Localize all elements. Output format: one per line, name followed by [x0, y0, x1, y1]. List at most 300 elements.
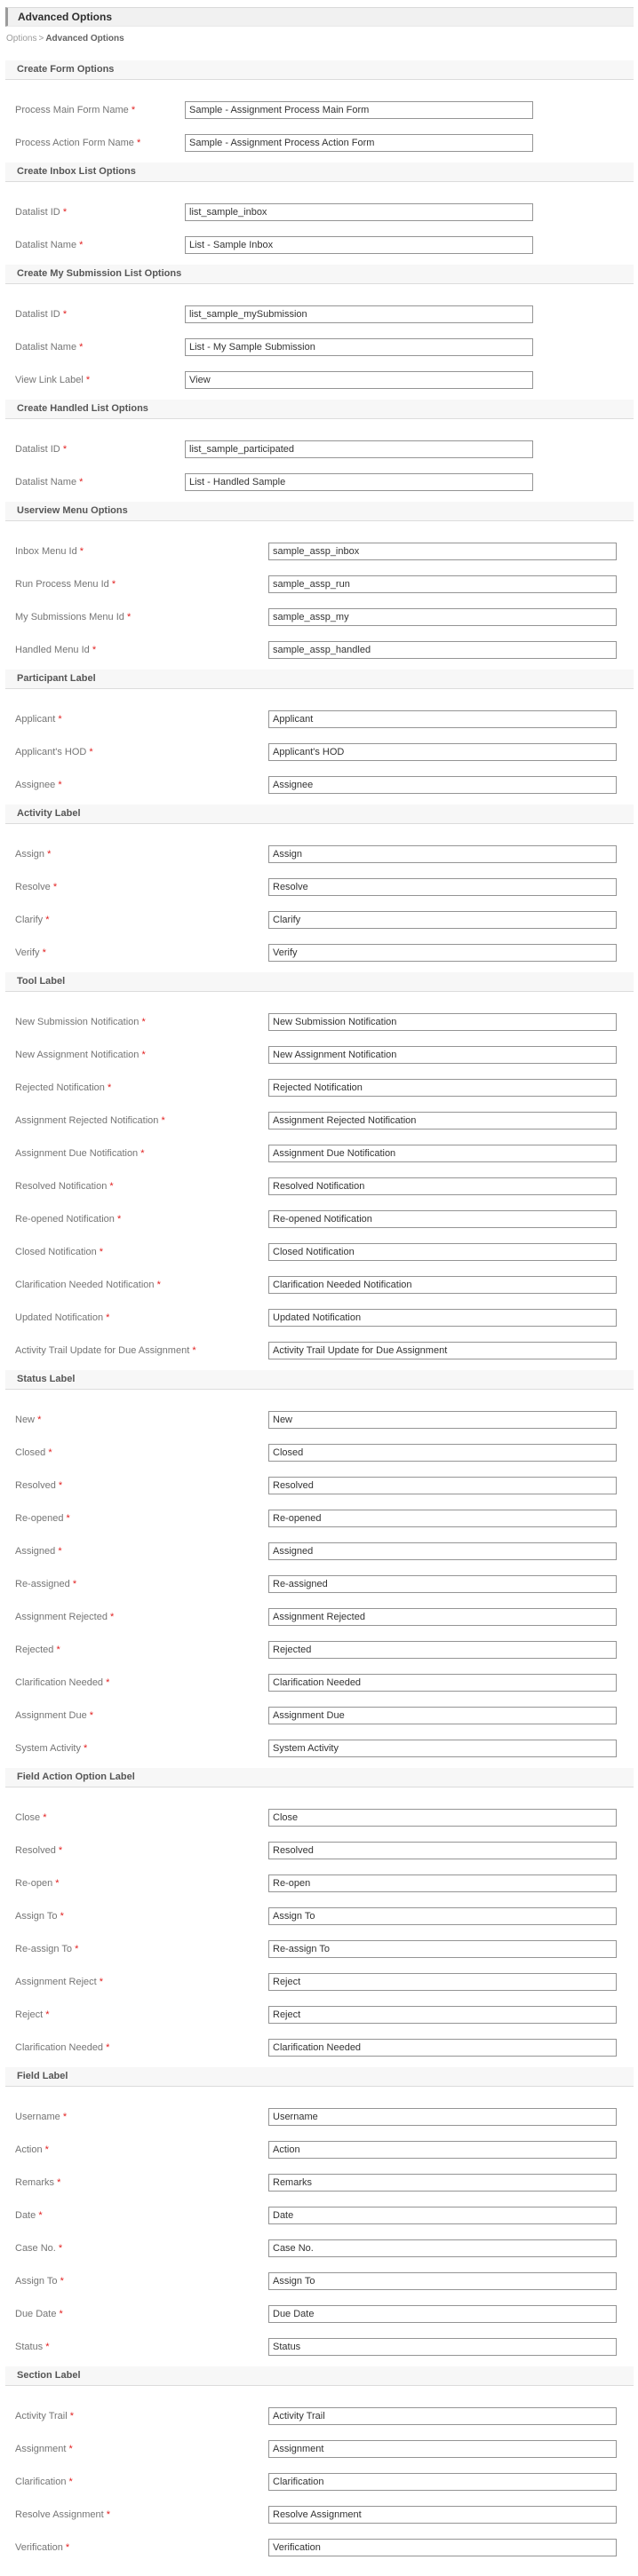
field-row [15, 2174, 634, 2192]
field-row [15, 2338, 634, 2356]
text-input[interactable] [268, 575, 617, 593]
section-title: Field Label [17, 2071, 68, 2081]
text-input[interactable] [268, 1342, 617, 1359]
field-label [15, 2338, 268, 2352]
field-row [15, 1210, 634, 1228]
field-row [15, 2239, 634, 2257]
field-label [15, 2174, 268, 2188]
field-label-text: Verification [15, 2542, 63, 2553]
field-label-text: Resolved [15, 1480, 56, 1491]
field-label [15, 944, 268, 958]
required-asterisk: * [161, 1115, 165, 1126]
text-input[interactable] [185, 305, 533, 323]
field-label [15, 1575, 268, 1589]
text-input[interactable] [268, 2305, 617, 2323]
text-input[interactable] [268, 2207, 617, 2224]
required-asterisk: * [55, 1878, 60, 1889]
required-asterisk: * [60, 1911, 64, 1922]
field-label [15, 2440, 268, 2454]
form-section [5, 400, 634, 502]
field-row [15, 1276, 634, 1294]
field-label-text: Reject [15, 2009, 44, 2020]
text-input[interactable] [268, 2174, 617, 2192]
required-asterisk: * [106, 1677, 110, 1688]
field-label [15, 1608, 268, 1622]
field-label [15, 743, 268, 757]
required-asterisk: * [136, 138, 141, 148]
required-asterisk: * [58, 780, 62, 790]
required-asterisk: * [89, 1710, 94, 1721]
section-body [5, 80, 634, 162]
text-input[interactable] [268, 1641, 617, 1659]
text-input[interactable] [268, 1875, 617, 1892]
text-input[interactable] [268, 1046, 617, 1064]
section-header [5, 1370, 634, 1390]
section-title: Field Action Option Label [17, 1771, 135, 1782]
field-row [15, 1973, 634, 1991]
text-input[interactable] [268, 608, 617, 626]
text-input[interactable] [268, 2039, 617, 2057]
field-label [15, 305, 185, 320]
required-asterisk: * [141, 1017, 146, 1027]
required-asterisk: * [59, 2309, 63, 2319]
text-input[interactable] [268, 1444, 617, 1462]
field-label [15, 878, 268, 892]
text-input[interactable] [185, 101, 533, 119]
section-header [5, 805, 634, 824]
required-asterisk: * [45, 2009, 50, 2020]
text-input[interactable] [268, 1309, 617, 1327]
field-label-text: Process Main Form Name [15, 105, 129, 115]
text-input[interactable] [268, 2338, 617, 2356]
field-label [15, 1477, 268, 1491]
text-input[interactable] [268, 2440, 617, 2458]
field-label-text: Assigned [15, 1546, 56, 1557]
field-label-text: Applicant [15, 714, 56, 725]
field-row [15, 845, 634, 863]
field-label [15, 845, 268, 860]
field-row [15, 776, 634, 794]
field-label [15, 2039, 268, 2053]
field-label [15, 1112, 268, 1126]
field-label [15, 440, 185, 455]
section-body [5, 1787, 634, 2067]
field-label-text: Re-opened Notification [15, 1214, 115, 1225]
field-row [15, 1641, 634, 1659]
required-asterisk: * [68, 2477, 73, 2487]
text-input[interactable] [268, 1608, 617, 1626]
required-asterisk: * [43, 1812, 47, 1823]
field-label [15, 1674, 268, 1688]
field-label [15, 1907, 268, 1922]
field-label [15, 2272, 268, 2287]
required-asterisk: * [62, 309, 68, 320]
field-label [15, 1809, 268, 1823]
field-label-text: Assignee [15, 780, 56, 790]
text-input[interactable] [268, 1145, 617, 1162]
field-label [15, 2473, 268, 2487]
field-row [15, 2108, 634, 2126]
field-label [15, 2239, 268, 2254]
field-row [15, 1046, 634, 1064]
text-input[interactable] [268, 2539, 617, 2556]
field-label [15, 2539, 268, 2553]
text-input[interactable] [185, 338, 533, 356]
field-label-text: System Activity [15, 1743, 81, 1754]
field-label [15, 641, 268, 655]
field-label [15, 1973, 268, 1987]
field-row [15, 543, 634, 560]
form-section [5, 162, 634, 265]
text-input[interactable] [185, 440, 533, 458]
field-row [15, 2207, 634, 2224]
text-input[interactable] [268, 2108, 617, 2126]
field-label-text: Close [15, 1812, 41, 1823]
field-label-text: Activity Trail Update for Due Assignment [15, 1345, 190, 1356]
field-label-text: Resolve [15, 882, 51, 892]
text-input[interactable] [268, 2506, 617, 2524]
field-row [15, 1674, 634, 1692]
field-label-text: Resolve Assignment [15, 2509, 104, 2520]
text-input[interactable] [185, 203, 533, 221]
text-input[interactable] [268, 911, 617, 929]
section-header [5, 60, 634, 80]
required-asterisk: * [72, 1579, 77, 1589]
field-label [15, 1542, 268, 1557]
field-label [15, 134, 185, 148]
text-input[interactable] [185, 236, 533, 254]
text-input[interactable] [268, 710, 617, 728]
required-asterisk: * [126, 612, 132, 622]
field-row [15, 1477, 634, 1494]
text-input[interactable] [268, 2239, 617, 2257]
text-input[interactable] [268, 2407, 617, 2425]
field-label-text: Assign To [15, 2276, 58, 2287]
text-input[interactable] [268, 944, 617, 962]
field-row [15, 134, 634, 152]
field-row [15, 1608, 634, 1626]
field-row [15, 1013, 634, 1031]
section-header [5, 2067, 634, 2087]
required-asterisk: * [42, 947, 46, 958]
field-row [15, 440, 634, 458]
required-asterisk: * [89, 747, 93, 757]
text-input[interactable] [268, 1411, 617, 1429]
text-input[interactable] [268, 1210, 617, 1228]
text-input[interactable] [268, 1177, 617, 1195]
field-label [15, 2207, 268, 2221]
text-input[interactable] [268, 743, 617, 761]
field-label [15, 1940, 268, 1954]
field-row [15, 1575, 634, 1593]
text-input[interactable] [185, 134, 533, 152]
field-row [15, 944, 634, 962]
section-header [5, 265, 634, 284]
field-label-text: Resolved Notification [15, 1181, 108, 1192]
field-label [15, 1510, 268, 1524]
section-body [5, 284, 634, 400]
form-section [5, 2067, 634, 2366]
field-label [15, 1641, 268, 1655]
text-input[interactable] [268, 1973, 617, 1991]
required-asterisk: * [69, 2411, 75, 2421]
required-asterisk: * [62, 2112, 68, 2122]
field-row [15, 203, 634, 221]
text-input[interactable] [268, 1907, 617, 1925]
required-asterisk: * [62, 444, 68, 455]
text-input[interactable] [268, 1243, 617, 1261]
field-label [15, 1740, 268, 1754]
required-asterisk: * [141, 1050, 146, 1060]
field-label-text: Date [15, 2210, 36, 2221]
field-label-text: New [15, 1415, 36, 1425]
text-input[interactable] [268, 1674, 617, 1692]
text-input[interactable] [268, 2141, 617, 2159]
required-asterisk: * [140, 1148, 145, 1159]
field-label-text: New Submission Notification [15, 1017, 140, 1027]
field-label-text: Datalist Name [15, 342, 77, 353]
field-label [15, 1145, 268, 1159]
field-label-text: Due Date [15, 2309, 57, 2319]
form-section [5, 502, 634, 670]
form-section [5, 972, 634, 1370]
required-asterisk: * [52, 882, 58, 892]
required-asterisk: * [68, 2444, 73, 2454]
breadcrumb-parent-link[interactable]: Options [6, 34, 37, 44]
field-row [15, 1145, 634, 1162]
section-title: Create Form Options [17, 64, 115, 75]
section-title: Create My Submission List Options [17, 268, 182, 279]
field-label-text: Datalist ID [15, 207, 60, 218]
section-title: Participant Label [17, 673, 96, 684]
section-body [5, 2386, 634, 2567]
text-input[interactable] [268, 2272, 617, 2290]
field-row [15, 473, 634, 491]
required-asterisk: * [79, 546, 84, 557]
field-label-text: Status [15, 2342, 44, 2352]
required-asterisk: * [106, 2509, 111, 2520]
field-label [15, 1309, 268, 1323]
field-row [15, 1243, 634, 1261]
field-label [15, 1875, 268, 1889]
field-row [15, 2006, 634, 2024]
text-input[interactable] [268, 1575, 617, 1593]
section-body [5, 992, 634, 1370]
field-label [15, 1243, 268, 1257]
text-input[interactable] [268, 543, 617, 560]
field-label-text: Action [15, 2144, 43, 2155]
field-row [15, 1112, 634, 1129]
form-section [5, 1370, 634, 1768]
required-asterisk: * [48, 1447, 52, 1458]
field-row [15, 1342, 634, 1359]
text-input[interactable] [268, 1707, 617, 1724]
text-input[interactable] [268, 1740, 617, 1757]
section-title: Activity Label [17, 808, 81, 819]
text-input[interactable] [268, 776, 617, 794]
required-asterisk: * [58, 714, 62, 725]
field-label [15, 2006, 268, 2020]
field-row [15, 575, 634, 593]
required-asterisk: * [131, 105, 136, 115]
field-label-text: My Submissions Menu Id [15, 612, 124, 622]
field-label-text: Resolved [15, 1845, 56, 1856]
field-label [15, 1013, 268, 1027]
field-label-text: Assignment Reject [15, 1977, 97, 1987]
section-body [5, 521, 634, 670]
field-label-text: Clarification Needed [15, 1677, 104, 1688]
field-row [15, 371, 634, 389]
required-asterisk: * [65, 2542, 70, 2553]
field-row [15, 236, 634, 254]
required-asterisk: * [38, 2210, 43, 2221]
breadcrumb-current: Advanced Options [45, 34, 124, 44]
field-label-text: Activity Trail [15, 2411, 68, 2421]
section-header [5, 400, 634, 419]
field-label-text: Assignment [15, 2444, 67, 2454]
text-input[interactable] [268, 878, 617, 896]
required-asterisk: * [85, 375, 91, 385]
field-label-text: Closed Notification [15, 1247, 97, 1257]
section-header [5, 670, 634, 689]
required-asterisk: * [106, 1312, 110, 1323]
text-input[interactable] [185, 371, 533, 389]
field-label [15, 2108, 268, 2122]
required-asterisk: * [192, 1345, 196, 1356]
field-label-text: Clarification [15, 2477, 67, 2487]
field-label [15, 911, 268, 925]
field-label [15, 710, 268, 725]
field-label [15, 1079, 268, 1093]
section-header [5, 502, 634, 521]
field-label-text: Re-assigned [15, 1579, 70, 1589]
required-asterisk: * [47, 849, 52, 860]
text-input[interactable] [268, 1477, 617, 1494]
field-row [15, 743, 634, 761]
field-label-text: Process Action Form Name [15, 138, 134, 148]
required-asterisk: * [110, 1612, 115, 1622]
required-asterisk: * [75, 1944, 79, 1954]
text-input[interactable] [185, 473, 533, 491]
required-asterisk: * [56, 1645, 60, 1655]
required-asterisk: * [57, 2177, 61, 2188]
page-header [5, 7, 634, 27]
field-label-text: Inbox Menu Id [15, 546, 77, 557]
text-input[interactable] [268, 1940, 617, 1958]
required-asterisk: * [84, 1743, 88, 1754]
field-label-text: Re-open [15, 1878, 53, 1889]
field-label-text: Assignment Due [15, 1710, 87, 1721]
field-label [15, 543, 268, 557]
field-label [15, 473, 185, 487]
text-input[interactable] [268, 1079, 617, 1097]
field-label-text: Closed [15, 1447, 46, 1458]
field-label-text: Verify [15, 947, 40, 958]
field-label-text: Re-opened [15, 1513, 64, 1524]
field-label [15, 575, 268, 590]
required-asterisk: * [99, 1977, 104, 1987]
field-row [15, 2539, 634, 2556]
field-label-text: Datalist ID [15, 309, 60, 320]
text-input[interactable] [268, 1112, 617, 1129]
text-input[interactable] [268, 1276, 617, 1294]
field-label-text: Rejected Notification [15, 1082, 105, 1093]
field-row [15, 2440, 634, 2458]
field-label-text: Clarification Needed [15, 2042, 104, 2053]
field-label-text: Updated Notification [15, 1312, 104, 1323]
field-label-text: Clarify [15, 915, 44, 925]
field-row [15, 2305, 634, 2323]
field-row [15, 878, 634, 896]
text-input[interactable] [268, 1842, 617, 1859]
text-input[interactable] [268, 1809, 617, 1827]
section-header [5, 2366, 634, 2386]
field-row [15, 1740, 634, 1757]
field-label [15, 338, 185, 353]
field-label [15, 2506, 268, 2520]
section-title: Section Label [17, 2370, 81, 2381]
field-row [15, 1809, 634, 1827]
field-label-text: Datalist Name [15, 477, 77, 487]
field-label-text: Username [15, 2112, 60, 2122]
breadcrumb-separator: > [38, 34, 44, 44]
field-label-text: Assign To [15, 1911, 58, 1922]
required-asterisk: * [60, 2276, 64, 2287]
required-asterisk: * [156, 1280, 161, 1290]
field-label [15, 101, 185, 115]
section-title: Tool Label [17, 976, 66, 987]
section-header [5, 162, 634, 182]
required-asterisk: * [79, 342, 84, 353]
required-asterisk: * [45, 2342, 50, 2352]
field-label-text: Assignment Rejected Notification [15, 1115, 159, 1126]
field-label [15, 1411, 268, 1425]
field-label [15, 1210, 268, 1225]
form-section [5, 265, 634, 400]
field-row [15, 608, 634, 626]
text-input[interactable] [268, 1013, 617, 1031]
text-input[interactable] [268, 2006, 617, 2024]
field-row [15, 1177, 634, 1195]
field-row [15, 101, 634, 119]
field-label-text: Re-assign To [15, 1944, 72, 1954]
field-row [15, 305, 634, 323]
field-row [15, 1309, 634, 1327]
form-section [5, 60, 634, 162]
field-label-text: Datalist Name [15, 240, 77, 250]
required-asterisk: * [109, 1181, 114, 1192]
text-input[interactable] [268, 1542, 617, 1560]
field-row [15, 1940, 634, 1958]
field-label [15, 203, 185, 218]
text-input[interactable] [268, 845, 617, 863]
field-row [15, 2141, 634, 2159]
text-input[interactable] [268, 641, 617, 659]
text-input[interactable] [268, 1510, 617, 1527]
field-row [15, 1542, 634, 1560]
section-header [5, 972, 634, 992]
text-input[interactable] [268, 2473, 617, 2491]
field-label [15, 776, 268, 790]
section-body [5, 2087, 634, 2366]
field-row [15, 1842, 634, 1859]
field-row [15, 1907, 634, 1925]
field-row [15, 2506, 634, 2524]
field-label-text: Assign [15, 849, 45, 860]
required-asterisk: * [45, 915, 50, 925]
section-title: Create Handled List Options [17, 403, 148, 414]
field-label-text: Datalist ID [15, 444, 60, 455]
